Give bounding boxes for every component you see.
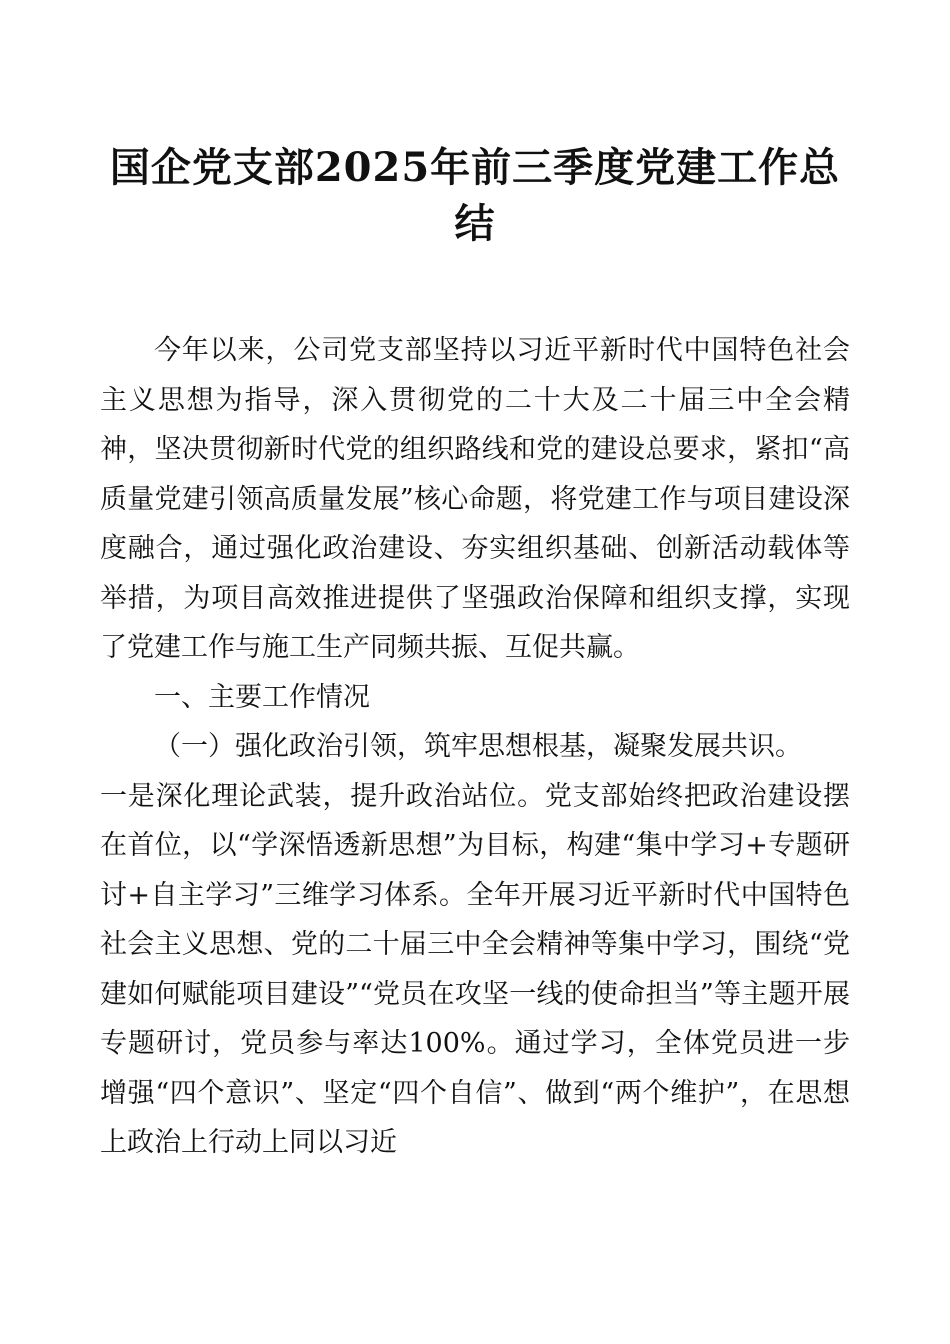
body-paragraph: 一是深化理论武装，提升政治站位。党支部始终把政治建设摆在首位，以“学深悟透新思想”为目标，构建“集中学习+专题研讨+自主学习”三维学习体系。全年开展习近平新时代中国特色社会主义思想、党的二十届三中全会精神等集中学习，围绕“党建如何赋能项目建设”“党员在攻坚一线的使命担当”等主题开展专题研讨，党员参与率达100%。通过学习，全体党员进一步增强“四个意识”、坚定“四个自信”、做到“两个维护”，在思想上政治上行动上同以习近 [100,780,850,1158]
document-body [100,326,850,1168]
document-title: 国企党支部2025年前三季度党建工作总结 [109,144,841,247]
intro-paragraph: 今年以来，公司党支部坚持以习近平新时代中国特色社会主义思想为指导，深入贯彻党的二十大及二十届三中全会精神，坚决贯彻新时代党的组织路线和党的建设总要求，紧扣“高质量党建引领高质量发展”核心命题，将党建工作与项目建设深度融合，通过强化政治建设、夯实组织基础、创新活动载体等举措，为项目高效推进提供了坚强政治保障和组织支撑，实现了党建工作与施工生产同频共振、互促共赢。 [100,335,850,663]
subsection-heading: （一）强化政治引领，筑牢思想根基，凝聚发展共识。 [154,731,802,762]
section-heading: 一、主要工作情况 [154,681,370,713]
